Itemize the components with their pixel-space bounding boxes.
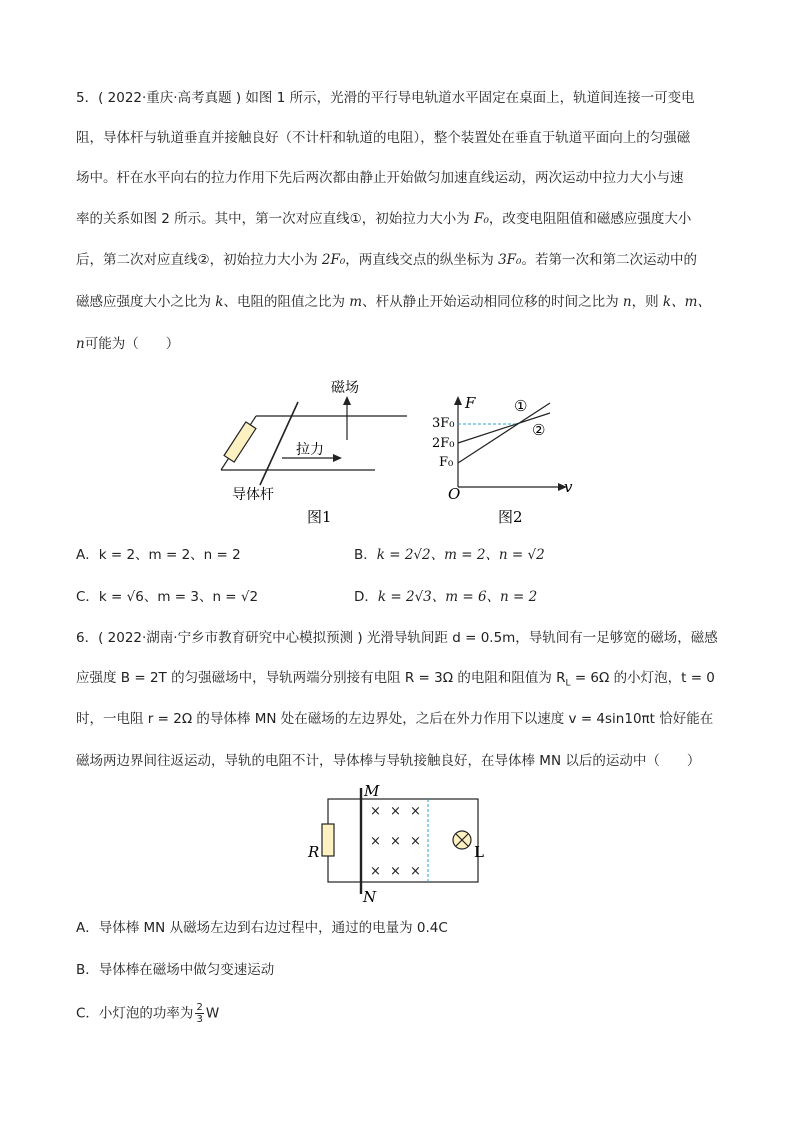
q6-circuit-figure: [308, 784, 508, 904]
q5-line-6: [76, 292, 711, 312]
variable-resistor: [224, 422, 256, 462]
fraction-denominator: 3: [196, 1014, 203, 1025]
q6-line-2: [76, 668, 715, 694]
label-N: N: [363, 888, 377, 906]
field-label: 磁场: [331, 380, 359, 396]
q5-line-1: 5．( 2022·重庆·高考真题 ) 如图 1 所示，光滑的平行导电轨道水平固定在桌面上，轨道间连接一可变电: [76, 90, 695, 106]
v-axis-label: v: [564, 478, 573, 496]
q6-line-3: 时，一电阻 r = 2Ω 的导体棒 MN 处在磁场的左边界处，之后在外力作用下以速度 v = 4sin10πt 恰好能在: [76, 711, 714, 727]
field-arrowhead: [343, 396, 351, 405]
q6-option-b[interactable]: B．导体棒在磁场中做匀变速运动: [76, 962, 275, 978]
q5-m: m: [349, 294, 363, 310]
q5-3F0: 3F₀: [498, 252, 522, 268]
q6-line-1: 6．( 2022·湖南·宁乡市教育研究中心模拟预测 ) 光滑导轨间距 d = 0.5m，导轨间有一足够宽的磁场，磁感: [76, 630, 718, 646]
field-cross: ×: [390, 864, 401, 879]
field-cross: ×: [410, 864, 421, 879]
conductor-rod: [260, 402, 298, 485]
q5-option-c[interactable]: C．k = √6、m = 3、n = √2: [76, 589, 259, 605]
line-2-label: ②: [532, 421, 546, 439]
q5-line-7: [76, 334, 179, 354]
force-label: 拉力: [296, 442, 324, 458]
q5-line-6-text3: 、杆从静止开始运动相同位移的时间之比为: [362, 294, 623, 310]
force-arrowhead: [333, 454, 342, 462]
label-R: R: [308, 843, 320, 861]
q5-line-5: [76, 250, 697, 270]
figure-1-caption: 图1: [307, 508, 332, 526]
q5-option-d[interactable]: [354, 587, 537, 607]
q5-line-4: [76, 209, 691, 229]
tick-2F0: 2F₀: [432, 436, 455, 451]
q6-option-a[interactable]: A．导体棒 MN 从磁场左边到右边过程中，通过的电量为 0.4C: [76, 920, 448, 936]
q5-kmn: k、m、: [662, 294, 711, 310]
q5-option-d-prefix: D．: [354, 589, 378, 605]
q5-figure-2: [420, 372, 580, 532]
q5-line-4-text: 率的关系如图 2 所示。其中，第一次对应直线①，初始拉力大小为: [76, 211, 475, 227]
rod-label: 导体杆: [232, 487, 274, 503]
q5-line-6-text2: 、电阻的阻值之比为: [223, 294, 350, 310]
field-cross: ×: [370, 834, 381, 849]
q5-n: n: [622, 294, 632, 310]
q5-figure-1: [210, 372, 410, 532]
q5-line-5-text: 后，第二次对应直线②，初始拉力大小为: [76, 252, 322, 268]
q6-line-2-text: 应强度 B = 2T 的匀强磁场中，导轨两端分别接有电阻 R = 3Ω 的电阻和阻值为 R: [76, 670, 566, 686]
q5-line-5-text2: ，两直线交点的纵坐标为: [345, 252, 499, 268]
q5-option-d-text: k = 2√3、m = 6、n = 2: [377, 589, 538, 605]
q5-option-b[interactable]: [354, 545, 545, 565]
field-cross: ×: [390, 804, 401, 819]
line-1-label: ①: [514, 397, 528, 415]
field-cross: ×: [410, 804, 421, 819]
field-cross: ×: [370, 864, 381, 879]
q5-option-b-text: k = 2√2、m = 2、n = √2: [376, 547, 545, 563]
field-cross: ×: [410, 834, 421, 849]
q6-option-c-unit: W: [205, 1005, 220, 1022]
resistor-R: [322, 824, 334, 856]
q5-option-b-prefix: B．: [354, 547, 377, 563]
q5-k: k: [215, 294, 224, 310]
f-axis-arrowhead: [454, 396, 462, 405]
label-L: L: [474, 843, 484, 861]
q6-option-c-fraction: [195, 1002, 203, 1025]
figure-2-caption: 图2: [498, 508, 523, 526]
q5-line-3: 场中。杆在水平向右的拉力作用下先后两次都由静止开始做匀加速直线运动，两次运动中拉力大小与速: [76, 170, 684, 186]
field-cross: ×: [390, 834, 401, 849]
q5-line-4-text2: ，改变电阻阻值和磁感应强度大小: [488, 211, 692, 227]
q6-sub-L: L: [565, 678, 571, 689]
q5-line-5-text3: 。若第一次和第二次运动中的: [521, 252, 697, 268]
q5-option-a[interactable]: A．k = 2、m = 2、n = 2: [76, 547, 241, 563]
q5-line-6-text4: ，则: [631, 294, 663, 310]
q5-line-2: 阻，导体杆与轨道垂直并接触良好（不计杆和轨道的电阻），整个装置处在垂直于轨道平面向上的匀强磁: [76, 130, 691, 146]
fraction-numerator: 2: [196, 1002, 203, 1013]
tick-3F0: 3F₀: [432, 416, 455, 431]
q6-option-c-text: C．小灯泡的功率为: [76, 1005, 194, 1022]
tick-F0: F₀: [439, 455, 454, 470]
q5-line-7-text: 可能为（ ）: [84, 336, 180, 352]
q5-2F0: 2F₀: [321, 252, 346, 268]
q5-n-start: n: [76, 336, 85, 352]
q6-option-c[interactable]: [76, 1002, 219, 1025]
q6-line-2-text2: = 6Ω 的小灯泡，t = 0: [570, 670, 715, 686]
q5-line-6-text: 磁感应强度大小之比为: [76, 294, 216, 310]
q6-line-4: 磁场两边界间往返运动，导轨的电阻不计，导体棒与导轨接触良好，在导体棒 MN 以后的运动中（ ）: [76, 753, 701, 769]
f-axis-label: F: [465, 394, 476, 412]
origin-label: O: [448, 485, 461, 503]
field-cross: ×: [370, 804, 381, 819]
q5-F0: F₀: [474, 211, 489, 227]
label-M: M: [364, 782, 380, 800]
